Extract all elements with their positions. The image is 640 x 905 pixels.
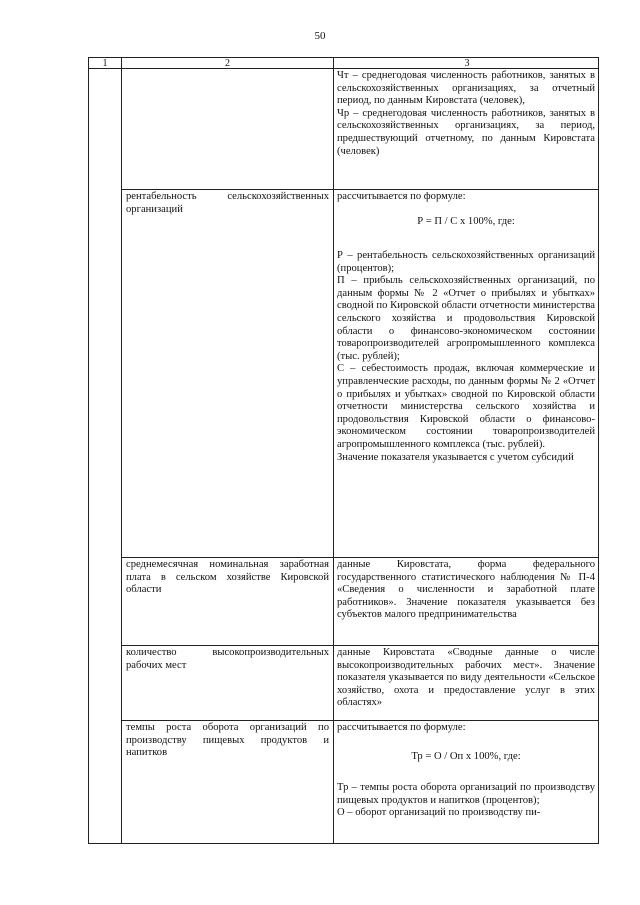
row-4-intro: рассчитывается по формуле: — [337, 722, 466, 733]
row-3-description: данные Кировстата «Сводные данные о числе высокопроизводительных рабочих мест». Значение показателя указывается по виду деятельности «Сельское хозяйство, охота и предоставление услуг в этих областях» — [337, 647, 595, 709]
row-2-description: данные Кировстата, форма федерального государственного статистического наблюдения № П-4 «Сведения о численности и заработной плате работников». Значение показателя указывается без субъектов малого предпринимательства — [337, 559, 595, 621]
row-4-indicator: темпы роста оборота организаций по производству пищевых продуктов и напитков — [126, 722, 329, 759]
row-0-description: Чт – среднегодовая численность работников, занятых в сельскохозяйственных организациях, за отчетный период, по данным Кировстата (человек), Чр – среднегодовая численность работников, занятых в сельскохозяйственных организациях, за период, предшествующий отчетному, по данным Кировстата (человек) — [337, 70, 595, 157]
column-header-2: 2 — [225, 58, 230, 69]
row-1-indicator: рентабельность сельскохозяйственных организаций — [126, 191, 329, 215]
row-divider — [121, 720, 598, 721]
row-4-formula: Тр = О / Оп х 100%, где: — [411, 751, 521, 762]
column-header-3: 3 — [464, 58, 470, 69]
column-divider — [121, 58, 122, 843]
page-number: 50 — [314, 30, 326, 42]
row-divider — [121, 557, 598, 558]
row-1-intro: рассчитывается по формуле: — [337, 191, 466, 202]
row-1-formula: Р = П / С х 100%, где: — [417, 216, 515, 227]
row-1-description: Р – рентабельность сельскохозяйственных организаций (процентов); П – прибыль сельскохозяйственных организаций, по данным формы № 2 «Отчет о прибылях и убытках» сводной по Кировской области отчетности министерства сельского хозяйства и продовольствия Кировской области о финансово-экономическом состоянии товаропроизводителей агропромышленного комплекса (тыс. рублей); С – себестоимость продаж, включая коммерческие и управленческие расходы, по данным формы № 2 «Отчет о прибылях и убытках» сводной по Кировской области отчетности министерства сельского хозяйства и продовольствия Кировской области о финансово-экономическом состоянии товаропроизводителей агропромышленного комплекса (тыс. рублей). Значение показателя указывается с учетом субсидий — [337, 250, 595, 463]
column-header-1: 1 — [102, 58, 108, 69]
row-divider — [121, 189, 598, 190]
row-divider — [121, 645, 598, 646]
indicator-table — [88, 57, 599, 844]
row-4-description: Тр – темпы роста оборота организаций по производству пищевых продуктов и напитков (процентов); О – оборот организаций по производству пи- — [337, 782, 595, 819]
row-2-indicator: среднемесячная номинальная заработная плата в сельском хозяйстве Кировской области — [126, 559, 329, 596]
column-divider — [333, 58, 334, 843]
row-3-indicator: количество высокопроизводительных рабочих мест — [126, 647, 329, 671]
